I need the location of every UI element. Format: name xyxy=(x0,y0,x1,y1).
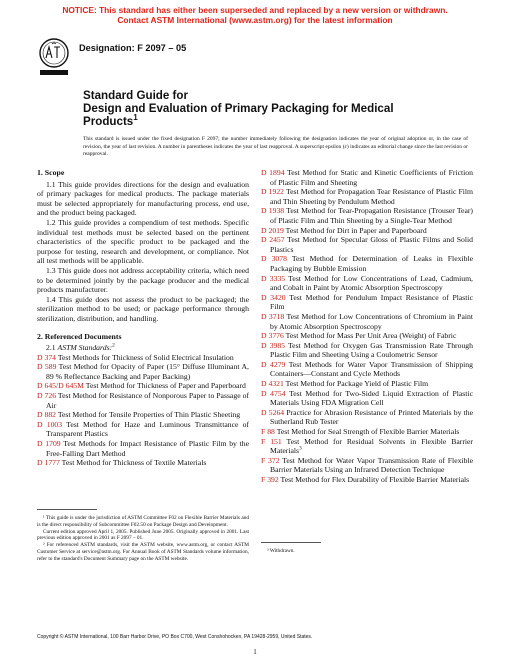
reference-designation-link[interactable]: D 1003 xyxy=(37,419,63,429)
reference-designation-link[interactable]: D 726 xyxy=(37,391,57,401)
reference-item xyxy=(261,456,473,475)
reference-designation-link[interactable]: D 1938 xyxy=(261,206,285,216)
reference-item xyxy=(37,391,249,410)
reference-title: Test Method for Propagation Tear Resistance of Plastic Film and Thin Sheeting by Pendulum Method xyxy=(270,187,473,206)
reference-designation-link[interactable]: D 3078 xyxy=(261,254,287,264)
reference-title: Test Method for Package Yield of Plastic Film xyxy=(285,379,429,389)
reference-item xyxy=(261,293,473,312)
reference-designation-link[interactable]: D 1709 xyxy=(37,439,61,449)
scope-heading: 1. Scope xyxy=(37,168,65,177)
reference-item xyxy=(261,187,473,206)
refs-heading: 2. Referenced Documents xyxy=(37,331,122,341)
reference-title: Test Method for Residual Solvents in Flexible Barrier Materials xyxy=(270,436,473,456)
footnote-1-edition: Current edition approved April 1, 2005. Published June 2005. Originally approved in 2001. Last previous edition approved in 2001 as F 2097 – 01. xyxy=(37,528,249,542)
reference-title: Test Method for Determination of Leaks in Flexible Packaging by Bubble Emission xyxy=(270,254,473,273)
reference-designation-link[interactable]: D 645/D 645M xyxy=(37,381,84,391)
reference-title: Test Method for Water Vapor Transmission Rate of Flexible Barrier Materials Using an Infrared Detection Technique xyxy=(270,455,473,475)
scope-paragraph: 1.4 This guide does not assess the product to be packaged; the sterilization method to be used; or package performance through sterilization, distribution, and handling. xyxy=(37,294,249,323)
reference-designation-link[interactable]: D 3718 xyxy=(261,311,285,321)
copyright-line: Copyright © ASTM International, 100 Barr Harbor Drive, PO Box C700, West Conshohocken, PA 19428-2959, United States. xyxy=(37,634,313,640)
reference-title: Test Method for Static and Kinetic Coefficients of Friction of Plastic Film and Sheeting xyxy=(270,168,473,187)
reference-designation-link[interactable]: F 88 xyxy=(261,427,275,437)
withdrawn-notice xyxy=(0,5,510,25)
reference-item xyxy=(37,458,249,468)
reference-item xyxy=(37,353,249,363)
reference-designation-link[interactable]: D 4279 xyxy=(261,359,286,369)
left-column xyxy=(37,168,249,468)
scope-paragraph: 1.3 This guide does not address acceptability criteria, which need to be determined jointly by the package producer and the medical products manufacturer. xyxy=(37,265,249,295)
reference-item xyxy=(261,331,473,341)
reference-item xyxy=(261,379,473,389)
reference-title: Test Method for Resistance of Nonporous Paper to Passage of Air xyxy=(46,391,249,410)
issuance-note: This standard is issued under the fixed designation F 2097; the number immediately following the designation indicates the year of original adoption or, in the case of revision, the year of last revision. A number in parentheses indicates the year of last reapproval. A superscript epsilon (ε) indicates an editorial change since the last revision or reapproval. xyxy=(83,136,468,158)
reference-list xyxy=(261,168,473,485)
footnote-2: ² For referenced ASTM standards, visit the ASTM website, www.astm.org, or contact ASTM Customer Service at service@astm.org. For Annual Book of ASTM Standards volume information, refer to the standard's Document Summary page on the ASTM website. xyxy=(37,542,249,562)
reference-designation-link[interactable]: D 374 xyxy=(37,352,57,362)
reference-title: Test Methods for Thickness of Solid Electrical Insulation xyxy=(57,352,234,362)
reference-item xyxy=(261,389,473,408)
reference-designation-link[interactable]: D 882 xyxy=(37,410,57,420)
reference-title: Test Method for Opacity of Paper (15° Diffuse Illuminant A, 89 % Reflectance Backing and Paper Backing) xyxy=(46,362,249,381)
document-title xyxy=(83,89,443,128)
reference-item xyxy=(261,360,473,379)
reference-item xyxy=(261,437,473,456)
reference-designation-link[interactable]: D 2457 xyxy=(261,235,285,245)
reference-designation-link[interactable]: D 5264 xyxy=(261,407,285,417)
reference-item xyxy=(37,410,249,420)
reference-item xyxy=(261,274,473,293)
reference-title: Test Method for Flex Durability of Flexible Barrier Materials xyxy=(280,475,470,484)
reference-footnote-mark: 3 xyxy=(299,445,302,452)
footnotes-right xyxy=(261,548,473,555)
reference-designation-link[interactable]: D 1777 xyxy=(37,458,60,468)
right-column xyxy=(261,168,473,485)
reference-item xyxy=(261,254,473,273)
reference-item xyxy=(261,408,473,427)
reference-title: Test Method for Two-Sided Liquid Extraction of Plastic Materials Using FDA Migration Cell xyxy=(270,388,473,408)
astm-logo-icon xyxy=(37,37,71,77)
reference-title: Test Method for Specular Gloss of Plastic Films and Solid Plastics xyxy=(270,235,473,254)
reference-designation-link[interactable]: D 589 xyxy=(37,362,57,372)
title-line-1: Standard Guide for xyxy=(83,89,188,102)
reference-item xyxy=(261,206,473,225)
reference-title: Test Method for Seal Strength of Flexible Barrier Materials xyxy=(276,427,460,437)
footnote-1: ¹ This guide is under the jurisdiction of ASTM Committee F02 on Flexible Barrier Materials and is the direct responsibility of Subcommittee F02.50 on Package Design and Development. xyxy=(37,515,249,528)
reference-title: Test Method for Haze and Luminous Transmittance of Transparent Plastics xyxy=(46,419,249,439)
reference-item xyxy=(37,439,249,458)
reference-title: Test Methods for Impact Resistance of Plastic Film by the Free-Falling Dart Method xyxy=(46,439,249,458)
reference-title: Practice for Abrasion Resistance of Printed Materials by the Sutherland Rub Tester xyxy=(270,407,474,427)
reference-item xyxy=(37,381,249,391)
reference-designation-link[interactable]: D 3335 xyxy=(261,273,286,283)
page-number: 1 xyxy=(253,648,257,656)
reference-item xyxy=(261,235,473,254)
reference-designation-link[interactable]: D 3776 xyxy=(261,331,284,341)
footnote-rule xyxy=(261,542,321,543)
reference-designation-link[interactable]: D 4754 xyxy=(261,388,286,398)
designation: Designation: F 2097 – 05 xyxy=(79,43,187,53)
reference-item xyxy=(261,168,473,187)
reference-title: Test Method for Thickness of Paper and Paperboard xyxy=(85,381,246,391)
scope-paragraph: 1.1 This guide provides directions for the design and evaluation of primary packages for medical products. The package materials must be selected appropriately for manufacturing process, end use, and the product being packaged. xyxy=(37,179,249,218)
reference-item xyxy=(37,420,249,439)
reference-title: Test Method for Low Concentrations of Chromium in Paint by Atomic Absorption Spectroscopy xyxy=(270,311,473,331)
reference-list xyxy=(37,353,249,468)
reference-designation-link[interactable]: F 372 xyxy=(261,455,280,465)
reference-designation-link[interactable]: D 4321 xyxy=(261,379,284,389)
footnote-rule xyxy=(37,509,97,510)
title-line-2: Design and Evaluation of Primary Packaging for Medical xyxy=(83,102,394,115)
reference-item xyxy=(261,341,473,360)
reference-title: Test Method for Pendulum Impact Resistance of Plastic Film xyxy=(270,292,473,312)
reference-designation-link[interactable]: D 3420 xyxy=(261,292,286,302)
footnote-3: ³ Withdrawn. xyxy=(267,548,295,554)
title-line-3: Products$^1$ xyxy=(83,113,138,128)
reference-designation-link[interactable]: D 2019 xyxy=(261,225,284,235)
title-footnote-mark: 1 xyxy=(133,113,138,123)
reference-item xyxy=(261,475,473,485)
footnotes-left xyxy=(37,515,249,563)
refs-subheading: 2.1 ASTM Standards:$^2$ xyxy=(46,342,115,353)
reference-title: Test Method for Low Concentrations of Lead, Cadmium, and Cobalt in Paint by Atomic Absorption Spectroscopy xyxy=(270,273,473,293)
notice-line-2: Contact ASTM International (www.astm.org) for the latest information xyxy=(117,15,393,25)
reference-designation-link[interactable]: F 392 xyxy=(261,475,279,484)
reference-designation-link[interactable]: F 151 xyxy=(261,436,282,446)
reference-designation-link[interactable]: D 1922 xyxy=(261,187,285,197)
reference-title: Test Method for Tensile Properties of Thin Plastic Sheeting xyxy=(57,410,241,420)
reference-item xyxy=(261,312,473,331)
reference-title: Test Methods for Water Vapor Transmission of Shipping Containers—Constant and Cycle Methods xyxy=(270,359,473,379)
reference-designation-link[interactable]: D 1894 xyxy=(261,168,285,177)
reference-designation-link[interactable]: D 3985 xyxy=(261,340,286,350)
scope-paragraph: 1.2 This guide provides a compendium of test methods. Specific individual test methods must be selected based on the pertinent characteristics of the specific product to be packaged and the purpose for testing, research and development, or compliance. Not all test methods will be applicable. xyxy=(37,217,249,266)
reference-title: Test Method for Dirt in Paper and Paperboard xyxy=(285,225,427,235)
notice-line-1: NOTICE: This standard has either been superseded and replaced by a new version or withdrawn. xyxy=(62,5,448,15)
reference-item xyxy=(261,427,473,437)
reference-title: Test Method for Thickness of Textile Materials xyxy=(61,458,207,468)
reference-title: Test Method for Oxygen Gas Transmission Rate Through Plastic Film and Sheeting Using a Coulometric Sensor xyxy=(270,340,473,360)
reference-item xyxy=(261,226,473,236)
reference-title: Test Method for Mass Per Unit Area (Weight) of Fabric xyxy=(285,331,457,341)
reference-title: Test Method for Tear-Propagation Resistance (Trouser Tear) of Plastic Film and Thin Sheeting by a Single-Tear Method xyxy=(270,206,473,225)
reference-item xyxy=(37,362,249,381)
